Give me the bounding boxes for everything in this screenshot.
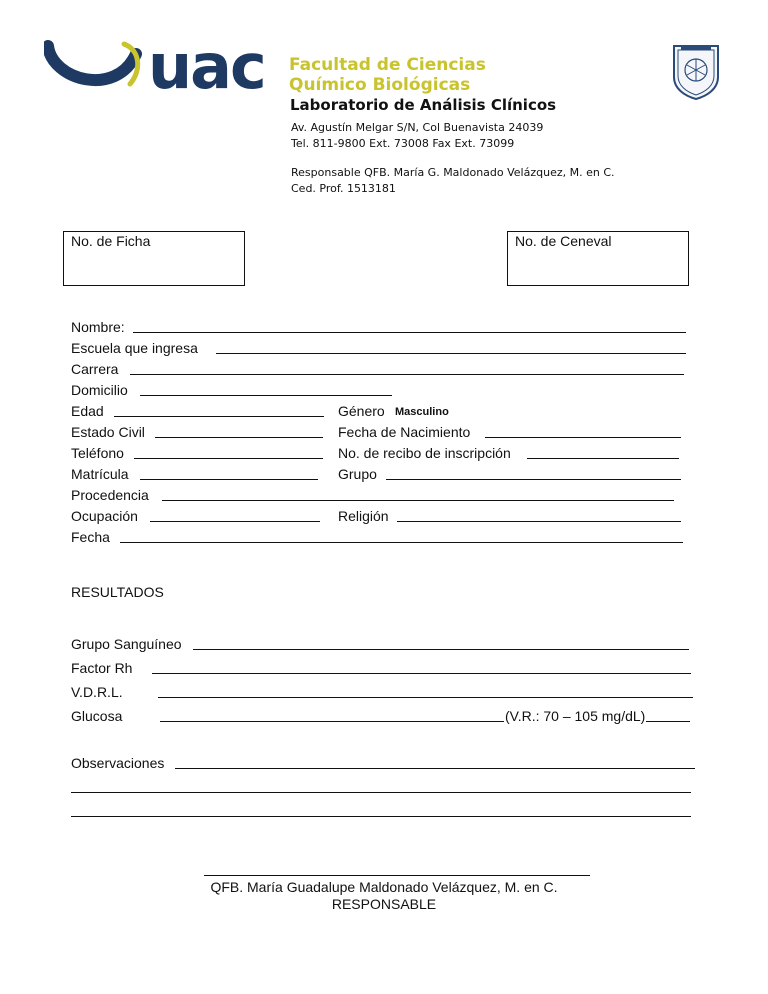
- fecha-field[interactable]: [120, 542, 683, 543]
- observaciones-field[interactable]: [175, 768, 695, 769]
- matricula-label: Matrícula: [71, 466, 129, 482]
- factor-rh-field[interactable]: [152, 673, 691, 674]
- fecha-nacimiento-field[interactable]: [485, 437, 681, 438]
- uac-logo-mark: [44, 40, 148, 94]
- ocupacion-field[interactable]: [150, 521, 320, 522]
- genero-value[interactable]: Masculino: [395, 406, 449, 418]
- procedencia-label: Procedencia: [71, 487, 149, 503]
- nombre-label: Nombre:: [71, 319, 125, 335]
- domicilio-label: Domicilio: [71, 382, 128, 398]
- ficha-label: No. de Ficha: [71, 233, 151, 249]
- fecha-label: Fecha: [71, 529, 110, 545]
- ficha-box[interactable]: [63, 231, 245, 286]
- telefono-label: Teléfono: [71, 445, 124, 461]
- nombre-field[interactable]: [133, 332, 686, 333]
- signature-line[interactable]: [204, 875, 590, 876]
- matricula-field[interactable]: [140, 479, 318, 480]
- estado-civil-field[interactable]: [155, 437, 323, 438]
- lab-name: Laboratorio de Análisis Clínicos: [290, 96, 557, 114]
- glucosa-label: Glucosa: [71, 708, 123, 724]
- estado-civil-label: Estado Civil: [71, 424, 145, 440]
- carrera-label: Carrera: [71, 361, 119, 377]
- domicilio-field[interactable]: [140, 395, 392, 396]
- grupo-label: Grupo: [338, 466, 377, 482]
- faculty-line-1: Facultad de Ciencias: [289, 55, 486, 75]
- fecha-nacimiento-label: Fecha de Nacimiento: [338, 424, 471, 440]
- observaciones-line-2[interactable]: [71, 792, 691, 793]
- uac-logo-text: uac: [148, 30, 265, 103]
- carrera-field[interactable]: [130, 374, 684, 375]
- edad-field[interactable]: [114, 416, 324, 417]
- escuela-field[interactable]: [216, 353, 686, 354]
- ocupacion-label: Ocupación: [71, 508, 138, 524]
- vdrl-field[interactable]: [158, 697, 693, 698]
- grupo-sanguineo-label: Grupo Sanguíneo: [71, 636, 182, 652]
- vdrl-label: V.D.R.L.: [71, 684, 123, 700]
- edad-label: Edad: [71, 403, 104, 419]
- grupo-sanguineo-field[interactable]: [193, 649, 689, 650]
- escuela-label: Escuela que ingresa: [71, 340, 198, 356]
- university-seal-icon: [671, 43, 721, 101]
- signature-name: QFB. María Guadalupe Maldonado Velázquez, M. en C.: [210, 879, 558, 895]
- observaciones-label: Observaciones: [71, 755, 165, 771]
- telefono-field[interactable]: [134, 458, 323, 459]
- signature-role: RESPONSABLE: [331, 896, 437, 912]
- grupo-field[interactable]: [386, 479, 681, 480]
- faculty-line-2: Químico Biológicas: [289, 75, 471, 95]
- recibo-field[interactable]: [527, 458, 679, 459]
- genero-label: Género: [338, 403, 385, 419]
- phone: Tel. 811-9800 Ext. 73008 Fax Ext. 73099: [291, 137, 515, 150]
- observaciones-line-3[interactable]: [71, 816, 691, 817]
- procedencia-field[interactable]: [162, 500, 674, 501]
- glucosa-reference: (V.R.: 70 – 105 mg/dL): [505, 708, 646, 724]
- religion-field[interactable]: [397, 521, 681, 522]
- address: Av. Agustín Melgar S/N, Col Buenavista 24039: [291, 121, 544, 134]
- ceneval-label: No. de Ceneval: [515, 233, 612, 249]
- ceneval-box[interactable]: [507, 231, 689, 286]
- responsible: Responsable QFB. María G. Maldonado Velázquez, M. en C.: [291, 166, 615, 179]
- recibo-label: No. de recibo de inscripción: [338, 445, 511, 461]
- cedula: Ced. Prof. 1513181: [291, 182, 396, 195]
- religion-label: Religión: [338, 508, 389, 524]
- factor-rh-label: Factor Rh: [71, 660, 133, 676]
- results-title: RESULTADOS: [71, 584, 164, 600]
